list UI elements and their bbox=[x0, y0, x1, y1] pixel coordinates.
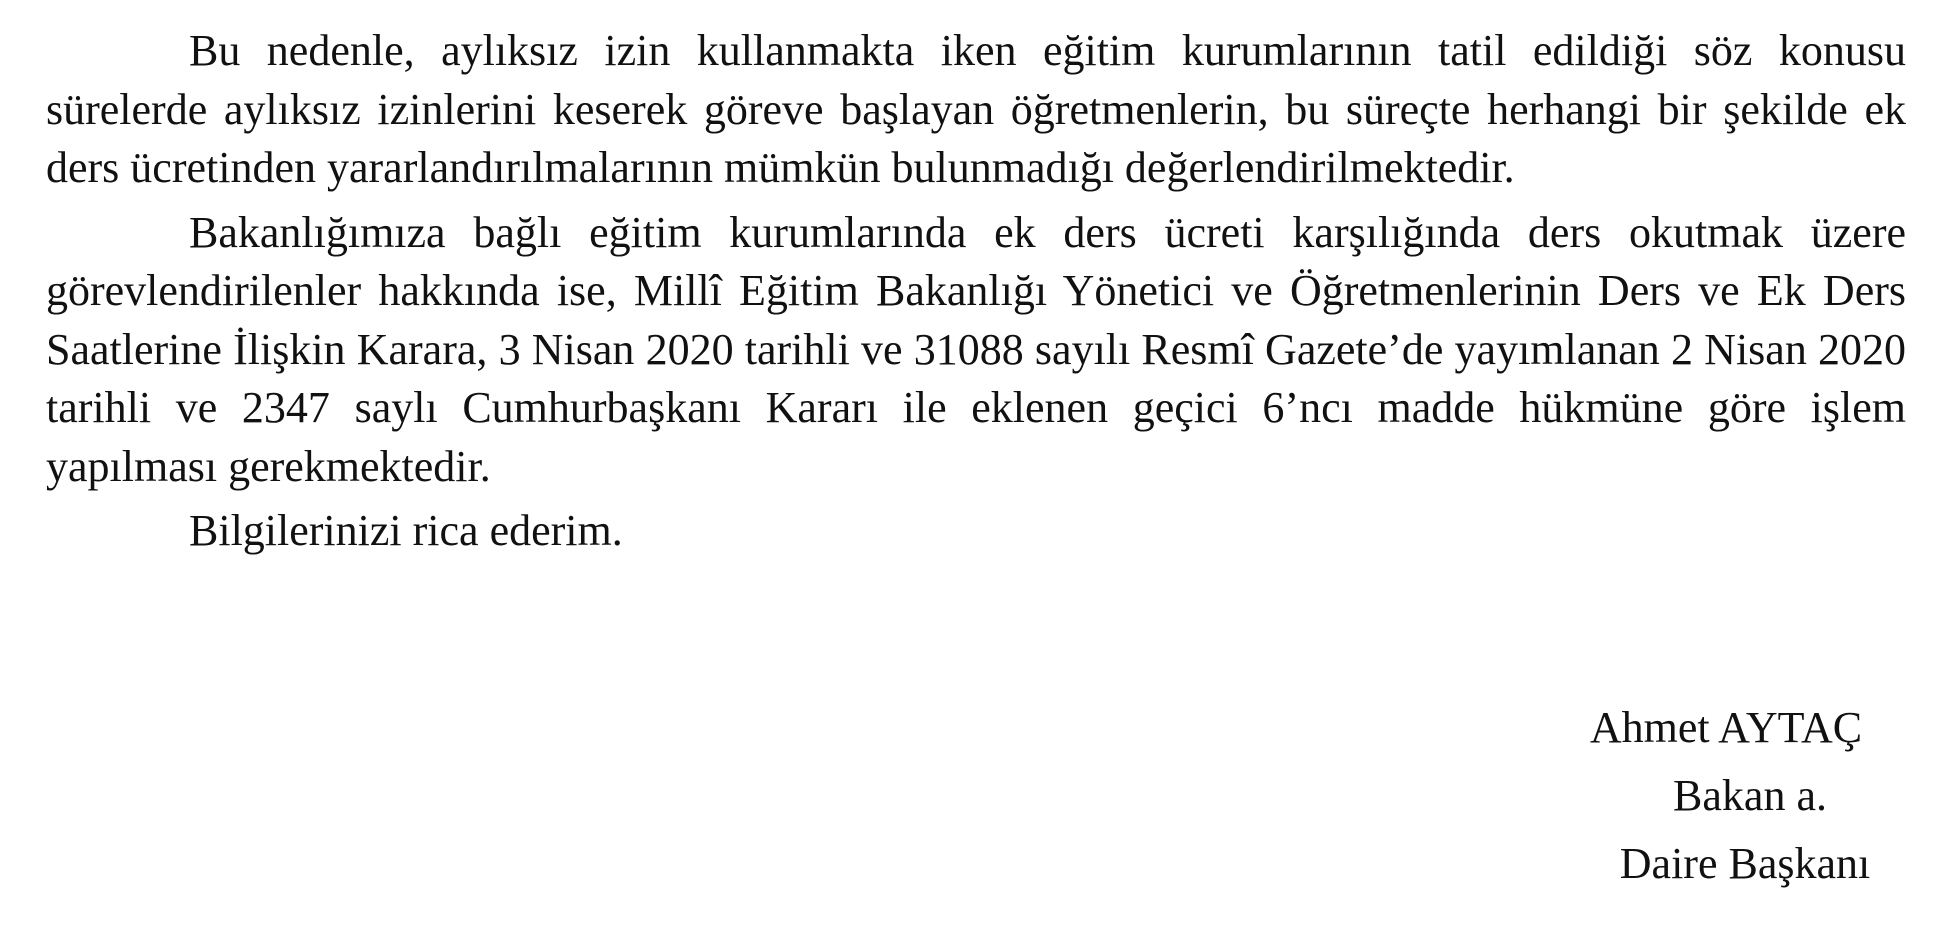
paragraph-1: Bu nedenle, aylıksız izin kullanmakta iken eğitim kurumlarının tatil edildiği söz konusu sürelerde aylıksız izinlerini keserek göreve başlayan öğretmenlerin, bu süreçte herhangi bir şekilde ek ders ücretinden yararlandırılmalarının mümkün bulunmadığı değerlendirilmektedir. bbox=[46, 26, 1906, 192]
paragraph-3: Bilgilerinizi rica ederim. bbox=[189, 506, 623, 555]
paragraph-2: Bakanlığımıza bağlı eğitim kurumlarında ek ders ücreti karşılığında ders okutmak üzere görevlendirilenler hakkında ise, Millî Eğitim Bakanlığı Yönetici ve Öğretmenlerinin Ders ve Ek Ders Saatlerine İlişkin Karara, 3 Nisan 2020 tarihli ve 31088 sayılı Resmî Gazete’de yayımlanan 2 Nisan 2020 tarihli ve 2347 saylı Cumhurbaşkanı Kararı ile eklenen geçici 6’ncı madde hükmüne göre işlem yapılması gerekmektedir. bbox=[46, 207, 1906, 491]
signatory-title-line1: Bakan a. bbox=[1673, 771, 1827, 820]
signatory-name: Ahmet AYTAÇ bbox=[1589, 703, 1863, 752]
signature-block bbox=[1550, 694, 1910, 898]
document-body bbox=[46, 22, 1906, 567]
signatory-title-line2: Daire Başkanı bbox=[1619, 839, 1871, 888]
